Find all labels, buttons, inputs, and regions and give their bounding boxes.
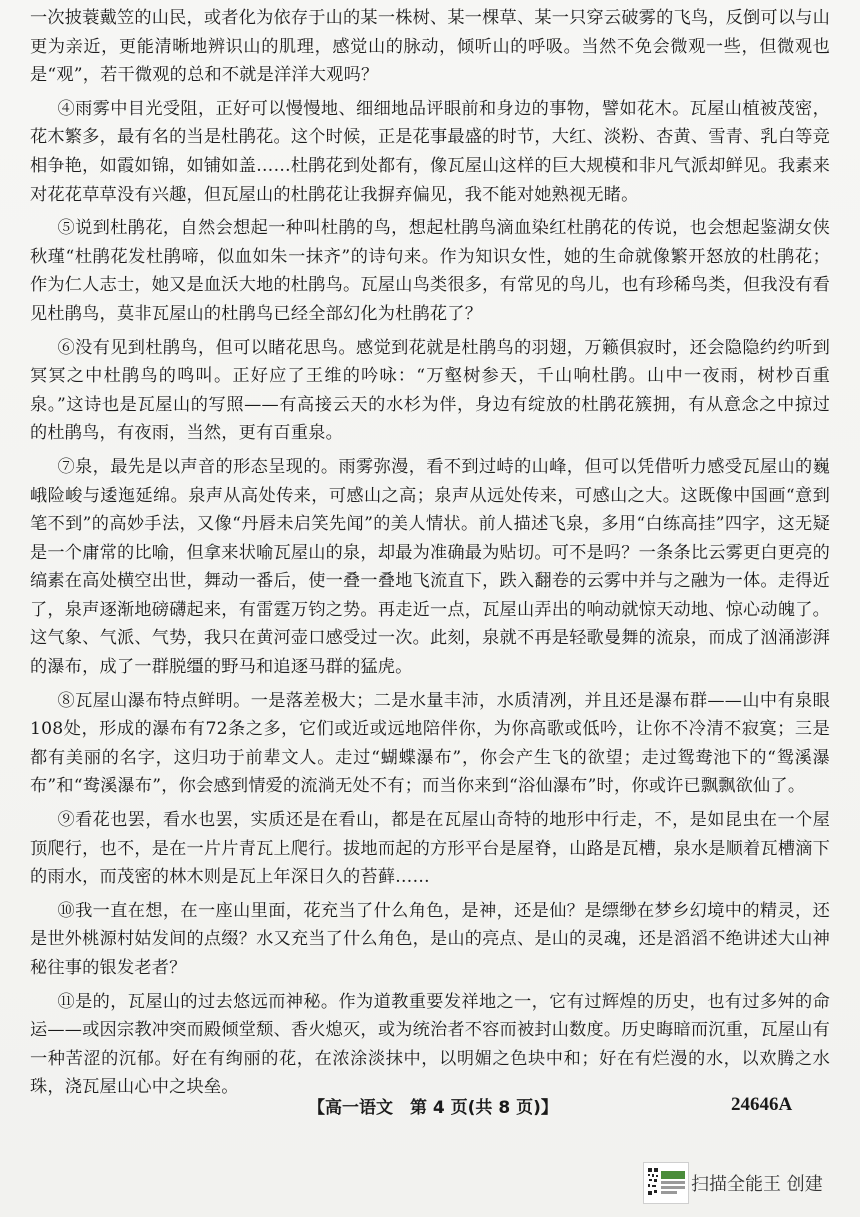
paragraph-8: ⑧瓦屋山瀑布特点鲜明。一是落差极大；二是水量丰沛，水质清冽，并且还是瀑布群——山中有泉眼108处，形成的瀑布有72条之多，它们或近或远地陪伴你，为你高歌或低吟，让你不冷清不寂寞；三是都有美丽的名字，这归功于前辈文人。走过“蝴蝶瀑布”，你会产生飞的欲望；走过鸳鸯池下的“鸳溪瀑布”和“鸯溪瀑布”，你会感到情爱的流淌无处不有；而当你来到“浴仙瀑布”时，你或许已飘飘欲仙了。 xyxy=(30,690,830,797)
paragraph-4: ④雨雾中目光受阻，正好可以慢慢地、细细地品评眼前和身边的事物，譬如花木。瓦屋山植被茂密，花木繁多，最有名的当是杜鹃花。这个时候，正是花事最盛的时节，大红、淡粉、杏黄、雪青、乳白等竞相争艳，如霞如锦，如铺如盖……杜鹃花到处都有，像瓦屋山这样的巨大规模和非凡气派却鲜见。我素来对花花草草没有兴趣，但瓦屋山的杜鹃花让我摒弃偏见，我不能对她熟视无睹。 xyxy=(30,98,830,205)
footer-exam-code: 24646A xyxy=(731,1094,793,1115)
page-footer xyxy=(0,1093,860,1123)
paragraph-6: ⑥没有见到杜鹃鸟，但可以睹花思鸟。感觉到花就是杜鹃鸟的羽翅，万籁俱寂时，还会隐隐约约听到冥冥之中杜鹃鸟的鸣叫。正好应了王维的吟咏：“万壑树参天，千山响杜鹃。山中一夜雨，树杪百重泉。”这诗也是瓦屋山的写照——有高接云天的水杉为伴，身边有绽放的杜鹃花簇拥，有从意念之中掠过的杜鹃鸟，有夜雨，当然，更有百重泉。 xyxy=(30,337,830,444)
paragraph-5: ⑤说到杜鹃花，自然会想起一种叫杜鹃的鸟，想起杜鹃鸟滴血染红杜鹃花的传说，也会想起鉴湖女侠秋瑾“杜鹃花发杜鹃啼，似血如朱一抹齐”的诗句来。作为知识女性，她的生命就像繁开怒放的杜鹃花；作为仁人志士，她又是血沃大地的杜鹃鸟。瓦屋山鸟类很多，有常见的鸟儿，也有珍稀鸟类，但我没有看见杜鹃鸟，莫非瓦屋山的杜鹃鸟已经全部幻化为杜鹃花了？ xyxy=(30,218,830,324)
paragraph-9: ⑨看花也罢，看水也罢，实质还是在看山，都是在瓦屋山奇特的地形中行走，不，是如昆虫在一个屋顶爬行，也不，是在一片片青瓦上爬行。拔地而起的方形平台是屋脊，山路是瓦槽，泉水是顺着瓦槽滴下的雨水，而茂密的林木则是瓦上年深日久的苔藓…… xyxy=(30,810,830,888)
qr-code-icon xyxy=(647,1167,659,1197)
watermark-text: 扫描全能王 创建 xyxy=(691,1174,823,1195)
paragraph-10: ⑩我一直在想，在一座山里面，花充当了什么角色，是神，还是仙？是缥缈在梦乡幻境中的精灵，还是世外桃源村姑发间的点缀？水又充当了什么角色，是山的亮点、是山的灵魂，还是滔滔不绝讲述大山神秘往事的银发老者？ xyxy=(30,900,830,978)
article-body xyxy=(30,4,830,1107)
logo-mark-icon xyxy=(660,1165,686,1201)
scanner-watermark xyxy=(643,1162,843,1202)
scanner-logo-icon xyxy=(643,1162,689,1204)
paragraph-continued: 一次披蓑戴笠的山民，或者化为依存于山的某一株树、某一棵草、某一只穿云破雾的飞鸟，反倒可以与山更为亲近，更能清晰地辨识山的肌理，感觉山的脉动，倾听山的呼吸。当然不免会微观一些，但微观也是“观”，若干微观的总和不就是洋洋大观吗？ xyxy=(30,8,830,86)
paragraph-7: ⑦泉，最先是以声音的形态呈现的。雨雾弥漫，看不到过峙的山峰，但可以凭借听力感受瓦屋山的巍峨险峻与逶迤延绵。泉声从高处传来，可感山之高；泉声从远处传来，可感山之大。这既像中国画“意到笔不到”的高妙手法，又像“丹唇未启笑先闻”的美人情状。前人描述飞泉，多用“白练高挂”四字，这无疑是一个庸常的比喻，但拿来状喻瓦屋山的泉，却最为准确最为贴切。可不是吗？一条条比云雾更白更亮的缟素在高处横空出世，舞动一番后，使一叠一叠地飞流直下，跌入翻卷的云雾中并与之融为一体。走得近了，泉声逐渐地磅礴起来，有雷霆万钧之势。再走近一点，瓦屋山弄出的响动就惊天动地、惊心动魄了。这气象、气派、气势，我只在黄河壶口感受过一次。此刻，泉就不再是轻歌曼舞的流泉，而成了汹涌澎湃的瀑布，成了一群脱缰的野马和追逐马群的猛虎。 xyxy=(30,456,830,678)
footer-page-label: 【高一语文 第 4 页(共 8 页)】 xyxy=(308,1098,558,1118)
paragraph-11: ⑪是的，瓦屋山的过去悠远而神秘。作为道教重要发祥地之一，它有过辉煌的历史，也有过多舛的命运——或因宗教冲突而殿倾堂颓、香火熄灭，或为统治者不容而被封山数度。历史晦暗而沉重，瓦屋山有一种苦涩的沉郁。好在有绚丽的花，在浓涂淡抹中，以明媚之色块中和；好在有烂漫的水，以欢腾之水珠，浇瓦屋山心中之块垒。 xyxy=(30,991,830,1098)
